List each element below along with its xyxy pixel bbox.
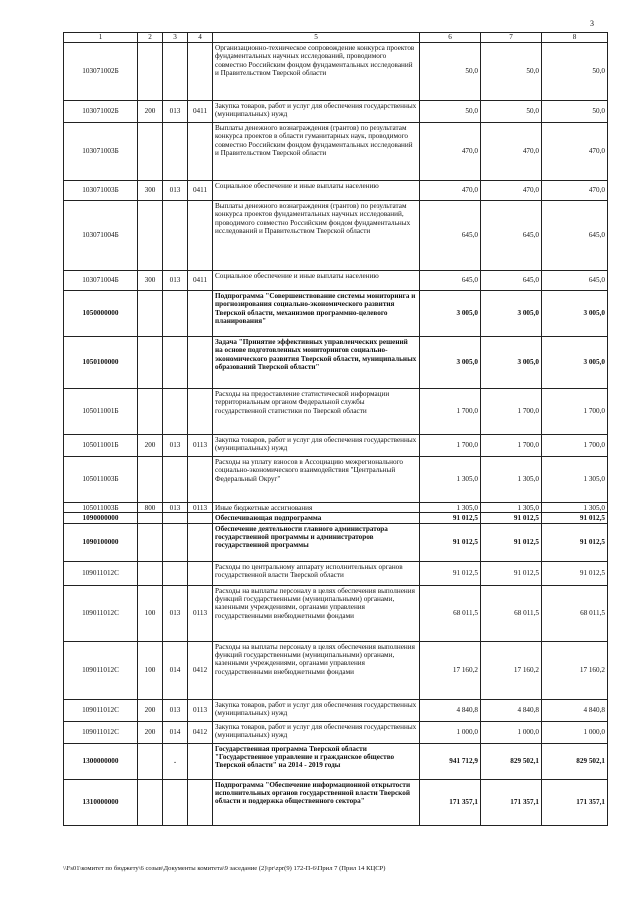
code-cell: 103071003Б [64, 123, 138, 181]
column-2-cell [138, 123, 163, 181]
value-col8-cell: 4 840,8 [542, 699, 608, 721]
table-row [64, 503, 608, 513]
value-col6-cell: 1 700,0 [420, 389, 481, 435]
code-cell: 109011012С [64, 641, 138, 699]
column-2-cell: 200 [138, 721, 163, 743]
value-col6-cell: 1 305,0 [420, 503, 481, 513]
code-cell: 105011001Б [64, 389, 138, 435]
code-cell: 103071002Б [64, 43, 138, 101]
column-4-cell: 0113 [188, 503, 213, 513]
column-4-cell: 0113 [188, 435, 213, 457]
value-col7-cell: 3 005,0 [481, 337, 542, 389]
description-cell: Закупка товаров, работ и услуг для обеспечения государственных (муниципальных) нужд [213, 435, 420, 457]
column-2-cell [138, 389, 163, 435]
table-body [64, 43, 608, 826]
description-cell: Расходы на выплаты персоналу в целях обеспечения выполнения функций государственными (муниципальными) органами, казенными учреждениями, органами управления государственными внебюджетными фондами [213, 641, 420, 699]
column-4-cell [188, 561, 213, 585]
value-col6-cell: 91 012,5 [420, 561, 481, 585]
value-col7-cell: 91 012,5 [481, 523, 542, 561]
column-4-cell: 0412 [188, 721, 213, 743]
column-3-cell [163, 561, 188, 585]
value-col8-cell: 470,0 [542, 181, 608, 201]
value-col7-cell: 3 005,0 [481, 291, 542, 337]
code-cell: 1300000000 [64, 743, 138, 779]
table-row [64, 201, 608, 271]
description-cell: Организационно-техническое сопровождение конкурса проектов фундаментальных научных исследований, проводимого совместно Российским фондом фундаментальных исследований и Правительством Тверской области [213, 43, 420, 101]
table-row [64, 43, 608, 101]
header-cell: 6 [420, 33, 481, 43]
column-3-cell: 014 [163, 721, 188, 743]
header-cell: 8 [542, 33, 608, 43]
code-cell: 103071002Б [64, 101, 138, 123]
column-2-cell [138, 201, 163, 271]
column-2-cell: 800 [138, 503, 163, 513]
value-col7-cell: 50,0 [481, 43, 542, 101]
column-4-cell: 0113 [188, 585, 213, 641]
value-col8-cell: 3 005,0 [542, 337, 608, 389]
value-col6-cell: 91 012,5 [420, 513, 481, 523]
column-3-cell: 013 [163, 503, 188, 513]
column-2-cell [138, 43, 163, 101]
value-col7-cell: 645,0 [481, 271, 542, 291]
column-2-cell: 200 [138, 101, 163, 123]
column-4-cell: 0113 [188, 699, 213, 721]
value-col8-cell: 50,0 [542, 101, 608, 123]
column-4-cell: 0412 [188, 641, 213, 699]
value-col8-cell: 17 160,2 [542, 641, 608, 699]
table-row [64, 699, 608, 721]
value-col8-cell: 645,0 [542, 201, 608, 271]
column-4-cell [188, 743, 213, 779]
column-2-cell: 100 [138, 641, 163, 699]
value-col6-cell: 1 700,0 [420, 435, 481, 457]
value-col8-cell: 91 012,5 [542, 561, 608, 585]
value-col7-cell: 91 012,5 [481, 561, 542, 585]
value-col7-cell: 470,0 [481, 123, 542, 181]
value-col8-cell: 50,0 [542, 43, 608, 101]
value-col8-cell: 1 305,0 [542, 457, 608, 503]
column-2-cell [138, 513, 163, 523]
page-number: 3 [590, 19, 594, 28]
column-4-cell: 0411 [188, 181, 213, 201]
description-cell: Обеспечение деятельности главного администратора государственной программы и администраторов государственной программы [213, 523, 420, 561]
code-cell: 105011003Б [64, 457, 138, 503]
value-col6-cell: 1 000,0 [420, 721, 481, 743]
code-cell: 103071004Б [64, 271, 138, 291]
column-3-cell [163, 43, 188, 101]
description-cell: Обеспечивающая подпрограмма [213, 513, 420, 523]
column-3-cell [163, 123, 188, 181]
column-4-cell [188, 123, 213, 181]
column-2-cell [138, 337, 163, 389]
table-row [64, 721, 608, 743]
column-3-cell: . [163, 743, 188, 779]
description-cell: Иные бюджетные ассигнования [213, 503, 420, 513]
code-cell: 1310000000 [64, 779, 138, 825]
description-cell: Закупка товаров, работ и услуг для обеспечения государственных (муниципальных) нужд [213, 699, 420, 721]
value-col8-cell: 1 700,0 [542, 435, 608, 457]
column-3-cell [163, 513, 188, 523]
table-row [64, 513, 608, 523]
code-cell: 103071004Б [64, 201, 138, 271]
column-4-cell [188, 201, 213, 271]
description-cell: Расходы на выплаты персоналу в целях обеспечения выполнения функций государственными (муниципальными) органами, казенными учреждениями, органами управления государственными внебюджетными фондами [213, 585, 420, 641]
column-2-cell [138, 457, 163, 503]
column-4-cell: 0411 [188, 101, 213, 123]
value-col6-cell: 3 005,0 [420, 291, 481, 337]
column-3-cell [163, 779, 188, 825]
column-4-cell [188, 523, 213, 561]
value-col8-cell: 3 005,0 [542, 291, 608, 337]
table-row [64, 435, 608, 457]
file-path-footer: \\Fs01\комитет по бюджету\6 созыв\Документы комитета\9 заседание (2)\pr\zpr(9) 172-П-6\Прил 7 (Прил 14 КЦСР) [63, 865, 386, 872]
description-cell: Выплаты денежного вознаграждения (грантов) по результатам конкурса проектов фундаментальных научных исследований, проводимого совместно Российским фондом фундаментальных исследований и Правительством Тверской области [213, 201, 420, 271]
column-4-cell [188, 779, 213, 825]
value-col6-cell: 941 712,9 [420, 743, 481, 779]
value-col8-cell: 1 000,0 [542, 721, 608, 743]
value-col7-cell: 171 357,1 [481, 779, 542, 825]
description-cell: Подпрограмма "Обеспечение информационной открытости исполнительных органов государственной власти Тверской области и поддержка общественного сектора" [213, 779, 420, 825]
value-col8-cell: 1 305,0 [542, 503, 608, 513]
value-col8-cell: 645,0 [542, 271, 608, 291]
code-cell: 109011012С [64, 721, 138, 743]
header-cell: 1 [64, 33, 138, 43]
column-3-cell: 013 [163, 585, 188, 641]
code-cell: 105011003Б [64, 503, 138, 513]
column-2-cell [138, 743, 163, 779]
value-col6-cell: 3 005,0 [420, 337, 481, 389]
value-col7-cell: 50,0 [481, 101, 542, 123]
value-col8-cell: 470,0 [542, 123, 608, 181]
code-cell: 1050100000 [64, 337, 138, 389]
column-2-cell: 300 [138, 271, 163, 291]
table-row [64, 561, 608, 585]
value-col7-cell: 4 840,8 [481, 699, 542, 721]
value-col7-cell: 1 700,0 [481, 389, 542, 435]
value-col8-cell: 91 012,5 [542, 523, 608, 561]
column-2-cell: 300 [138, 181, 163, 201]
value-col8-cell: 171 357,1 [542, 779, 608, 825]
value-col8-cell: 1 700,0 [542, 389, 608, 435]
code-cell: 109011012С [64, 699, 138, 721]
value-col7-cell: 17 160,2 [481, 641, 542, 699]
value-col7-cell: 68 011,5 [481, 585, 542, 641]
column-4-cell [188, 513, 213, 523]
value-col6-cell: 50,0 [420, 43, 481, 101]
description-cell: Социальное обеспечение и иные выплаты населению [213, 271, 420, 291]
value-col7-cell: 1 305,0 [481, 457, 542, 503]
column-3-cell [163, 291, 188, 337]
table-row [64, 779, 608, 825]
code-cell: 1050000000 [64, 291, 138, 337]
description-cell: Подпрограмма "Совершенствование системы мониторинга и прогнозирования социально-экономического развития Тверской области, механизмов программно-целевого планирования" [213, 291, 420, 337]
value-col7-cell: 829 502,1 [481, 743, 542, 779]
table-row [64, 585, 608, 641]
column-4-cell: 0411 [188, 271, 213, 291]
value-col8-cell: 829 502,1 [542, 743, 608, 779]
header-cell: 3 [163, 33, 188, 43]
header-cell: 4 [188, 33, 213, 43]
code-cell: 109011012С [64, 585, 138, 641]
header-cell: 7 [481, 33, 542, 43]
column-4-cell [188, 43, 213, 101]
table-row [64, 291, 608, 337]
value-col7-cell: 1 305,0 [481, 503, 542, 513]
table-row [64, 743, 608, 779]
table-row [64, 523, 608, 561]
budget-table [63, 32, 608, 826]
description-cell: Расходы по центральному аппарату исполнительных органов государственной власти Тверской области [213, 561, 420, 585]
column-3-cell [163, 201, 188, 271]
value-col6-cell: 470,0 [420, 123, 481, 181]
value-col6-cell: 470,0 [420, 181, 481, 201]
value-col6-cell: 91 012,5 [420, 523, 481, 561]
header-cell: 5 [213, 33, 420, 43]
code-cell: 103071003Б [64, 181, 138, 201]
column-3-cell: 013 [163, 435, 188, 457]
value-col6-cell: 68 011,5 [420, 585, 481, 641]
value-col7-cell: 91 012,5 [481, 513, 542, 523]
table-row [64, 641, 608, 699]
value-col6-cell: 50,0 [420, 101, 481, 123]
table-row [64, 457, 608, 503]
value-col6-cell: 171 357,1 [420, 779, 481, 825]
value-col7-cell: 645,0 [481, 201, 542, 271]
code-cell: 1090000000 [64, 513, 138, 523]
description-cell: Социальное обеспечение и иные выплаты населению [213, 181, 420, 201]
column-4-cell [188, 337, 213, 389]
description-cell: Задача "Принятие эффективных управленческих решений на основе подготовленных мониторингов социально-экономического развития Тверской области, муниципальных образований Тверской области" [213, 337, 420, 389]
description-cell: Выплаты денежного вознаграждения (грантов) по результатам конкурса проектов в области гуманитарных наук, проводимого совместно Российским фондом фундаментальных исследований и Правительством Тверской области [213, 123, 420, 181]
value-col8-cell: 68 011,5 [542, 585, 608, 641]
value-col8-cell: 91 012,5 [542, 513, 608, 523]
column-2-cell [138, 779, 163, 825]
table-row [64, 337, 608, 389]
description-cell: Расходы на уплату взносов в Ассоциацию межрегионального социально-экономического взаимодействия "Центральный Федеральный Округ" [213, 457, 420, 503]
column-2-cell: 200 [138, 699, 163, 721]
table-row [64, 101, 608, 123]
column-3-cell: 014 [163, 641, 188, 699]
description-cell: Расходы на предоставление статистической информации территориальным органом Федеральной службы государственной статистики по Тверской области [213, 389, 420, 435]
column-3-cell: 013 [163, 101, 188, 123]
code-cell: 1090100000 [64, 523, 138, 561]
value-col6-cell: 645,0 [420, 201, 481, 271]
column-3-cell [163, 457, 188, 503]
column-2-cell: 200 [138, 435, 163, 457]
column-3-cell: 013 [163, 181, 188, 201]
value-col6-cell: 4 840,8 [420, 699, 481, 721]
column-2-cell [138, 523, 163, 561]
value-col6-cell: 1 305,0 [420, 457, 481, 503]
column-3-cell: 013 [163, 699, 188, 721]
column-4-cell [188, 457, 213, 503]
description-cell: Закупка товаров, работ и услуг для обеспечения государственных (муниципальных) нужд [213, 721, 420, 743]
description-cell: Государственная программа Тверской области "Государственное управление и гражданское общество Тверской области" на 2014 - 2019 годы [213, 743, 420, 779]
code-cell: 105011001Б [64, 435, 138, 457]
header-row [64, 33, 608, 43]
description-cell: Закупка товаров, работ и услуг для обеспечения государственных (муниципальных) нужд [213, 101, 420, 123]
value-col6-cell: 17 160,2 [420, 641, 481, 699]
column-2-cell [138, 561, 163, 585]
column-2-cell: 100 [138, 585, 163, 641]
table-row [64, 181, 608, 201]
value-col7-cell: 1 000,0 [481, 721, 542, 743]
code-cell: 109011012С [64, 561, 138, 585]
table-row [64, 123, 608, 181]
column-4-cell [188, 291, 213, 337]
value-col7-cell: 1 700,0 [481, 435, 542, 457]
column-3-cell [163, 389, 188, 435]
table-row [64, 389, 608, 435]
column-3-cell: 013 [163, 271, 188, 291]
column-3-cell [163, 337, 188, 389]
value-col6-cell: 645,0 [420, 271, 481, 291]
table-row [64, 271, 608, 291]
header-cell: 2 [138, 33, 163, 43]
column-2-cell [138, 291, 163, 337]
column-3-cell [163, 523, 188, 561]
value-col7-cell: 470,0 [481, 181, 542, 201]
column-4-cell [188, 389, 213, 435]
